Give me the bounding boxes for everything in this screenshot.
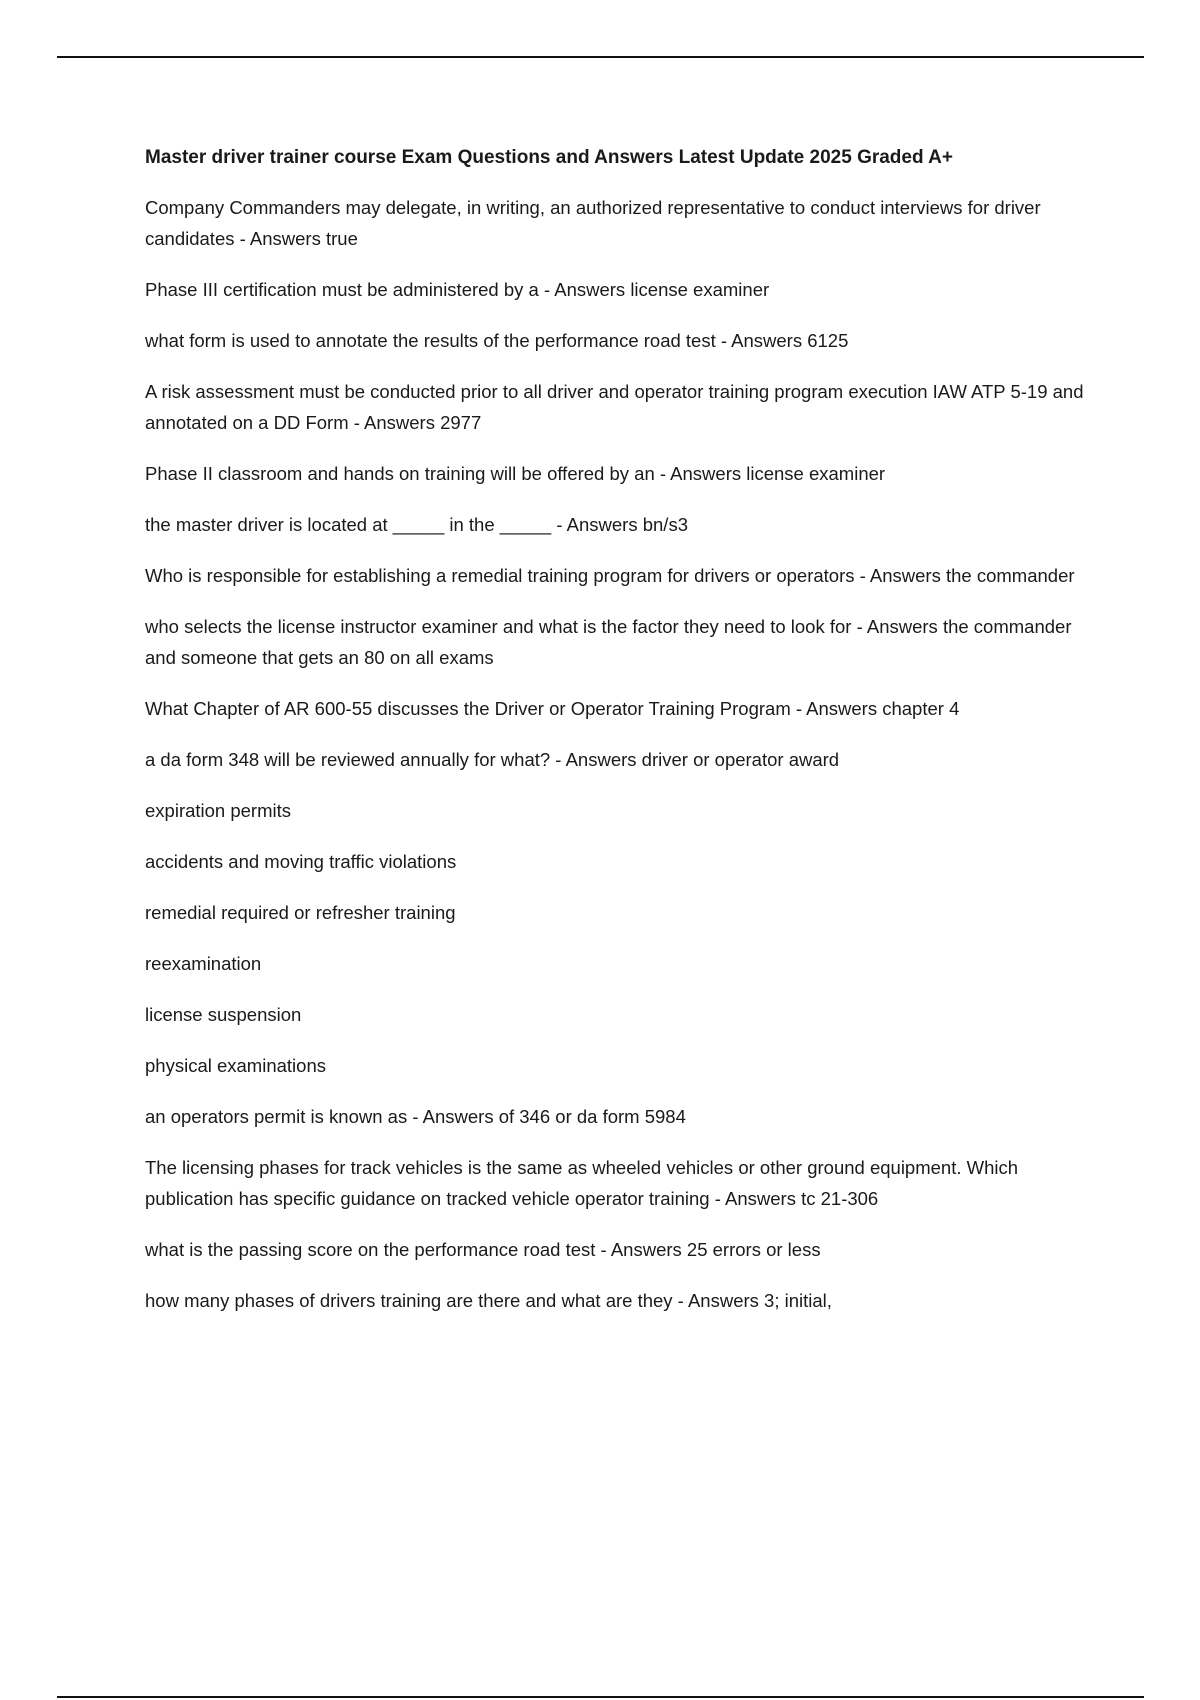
qa-item-7: Who is responsible for establishing a remedial training program for drivers or operators - Answers the commander <box>145 565 1075 586</box>
qa-list <box>145 192 1095 1316</box>
qa-item-4: A risk assessment must be conducted prior to all driver and operator training program execution IAW ATP 5-19 and annotated on a DD Form - Answers 2977 <box>145 381 1084 433</box>
top-rule <box>57 56 1144 58</box>
qa-item-6: the master driver is located at _____ in the _____ - Answers bn/s3 <box>145 514 688 535</box>
qa-item-12: accidents and moving traffic violations <box>145 851 457 872</box>
qa-item-2: Phase III certification must be administered by a - Answers license examiner <box>145 279 770 300</box>
qa-item-17: an operators permit is known as - Answers of 346 or da form 5984 <box>145 1106 686 1127</box>
qa-item-16: physical examinations <box>145 1055 326 1076</box>
qa-item-11: expiration permits <box>145 800 292 821</box>
document-body <box>145 144 1095 1336</box>
qa-item-20: how many phases of drivers training are there and what are they - Answers 3; initial, <box>145 1290 832 1311</box>
qa-item-3: what form is used to annotate the results of the performance road test - Answers 6125 <box>145 330 849 351</box>
bottom-rule <box>57 1696 1144 1698</box>
qa-item-8: who selects the license instructor examiner and what is the factor they need to look for - Answers the commander and someone that gets an 80 on all exams <box>145 616 1072 668</box>
qa-item-10: a da form 348 will be reviewed annually for what? - Answers driver or operator award <box>145 749 840 770</box>
document-title: Master driver trainer course Exam Questions and Answers Latest Update 2025 Graded A+ <box>145 147 953 168</box>
qa-item-19: what is the passing score on the performance road test - Answers 25 errors or less <box>145 1239 821 1260</box>
qa-item-5: Phase II classroom and hands on training will be offered by an - Answers license examiner <box>145 463 886 484</box>
qa-item-13: remedial required or refresher training <box>145 902 456 923</box>
qa-item-15: license suspension <box>145 1004 302 1025</box>
qa-item-1: Company Commanders may delegate, in writing, an authorized representative to conduct interviews for driver candidates - Answers true <box>145 197 1041 249</box>
qa-item-9: What Chapter of AR 600-55 discusses the Driver or Operator Training Program - Answers chapter 4 <box>145 698 960 719</box>
qa-item-14: reexamination <box>145 953 262 974</box>
qa-item-18: The licensing phases for track vehicles is the same as wheeled vehicles or other ground equipment. Which publication has specific guidance on tracked vehicle operator training - Answers tc 21-306 <box>145 1157 1019 1209</box>
